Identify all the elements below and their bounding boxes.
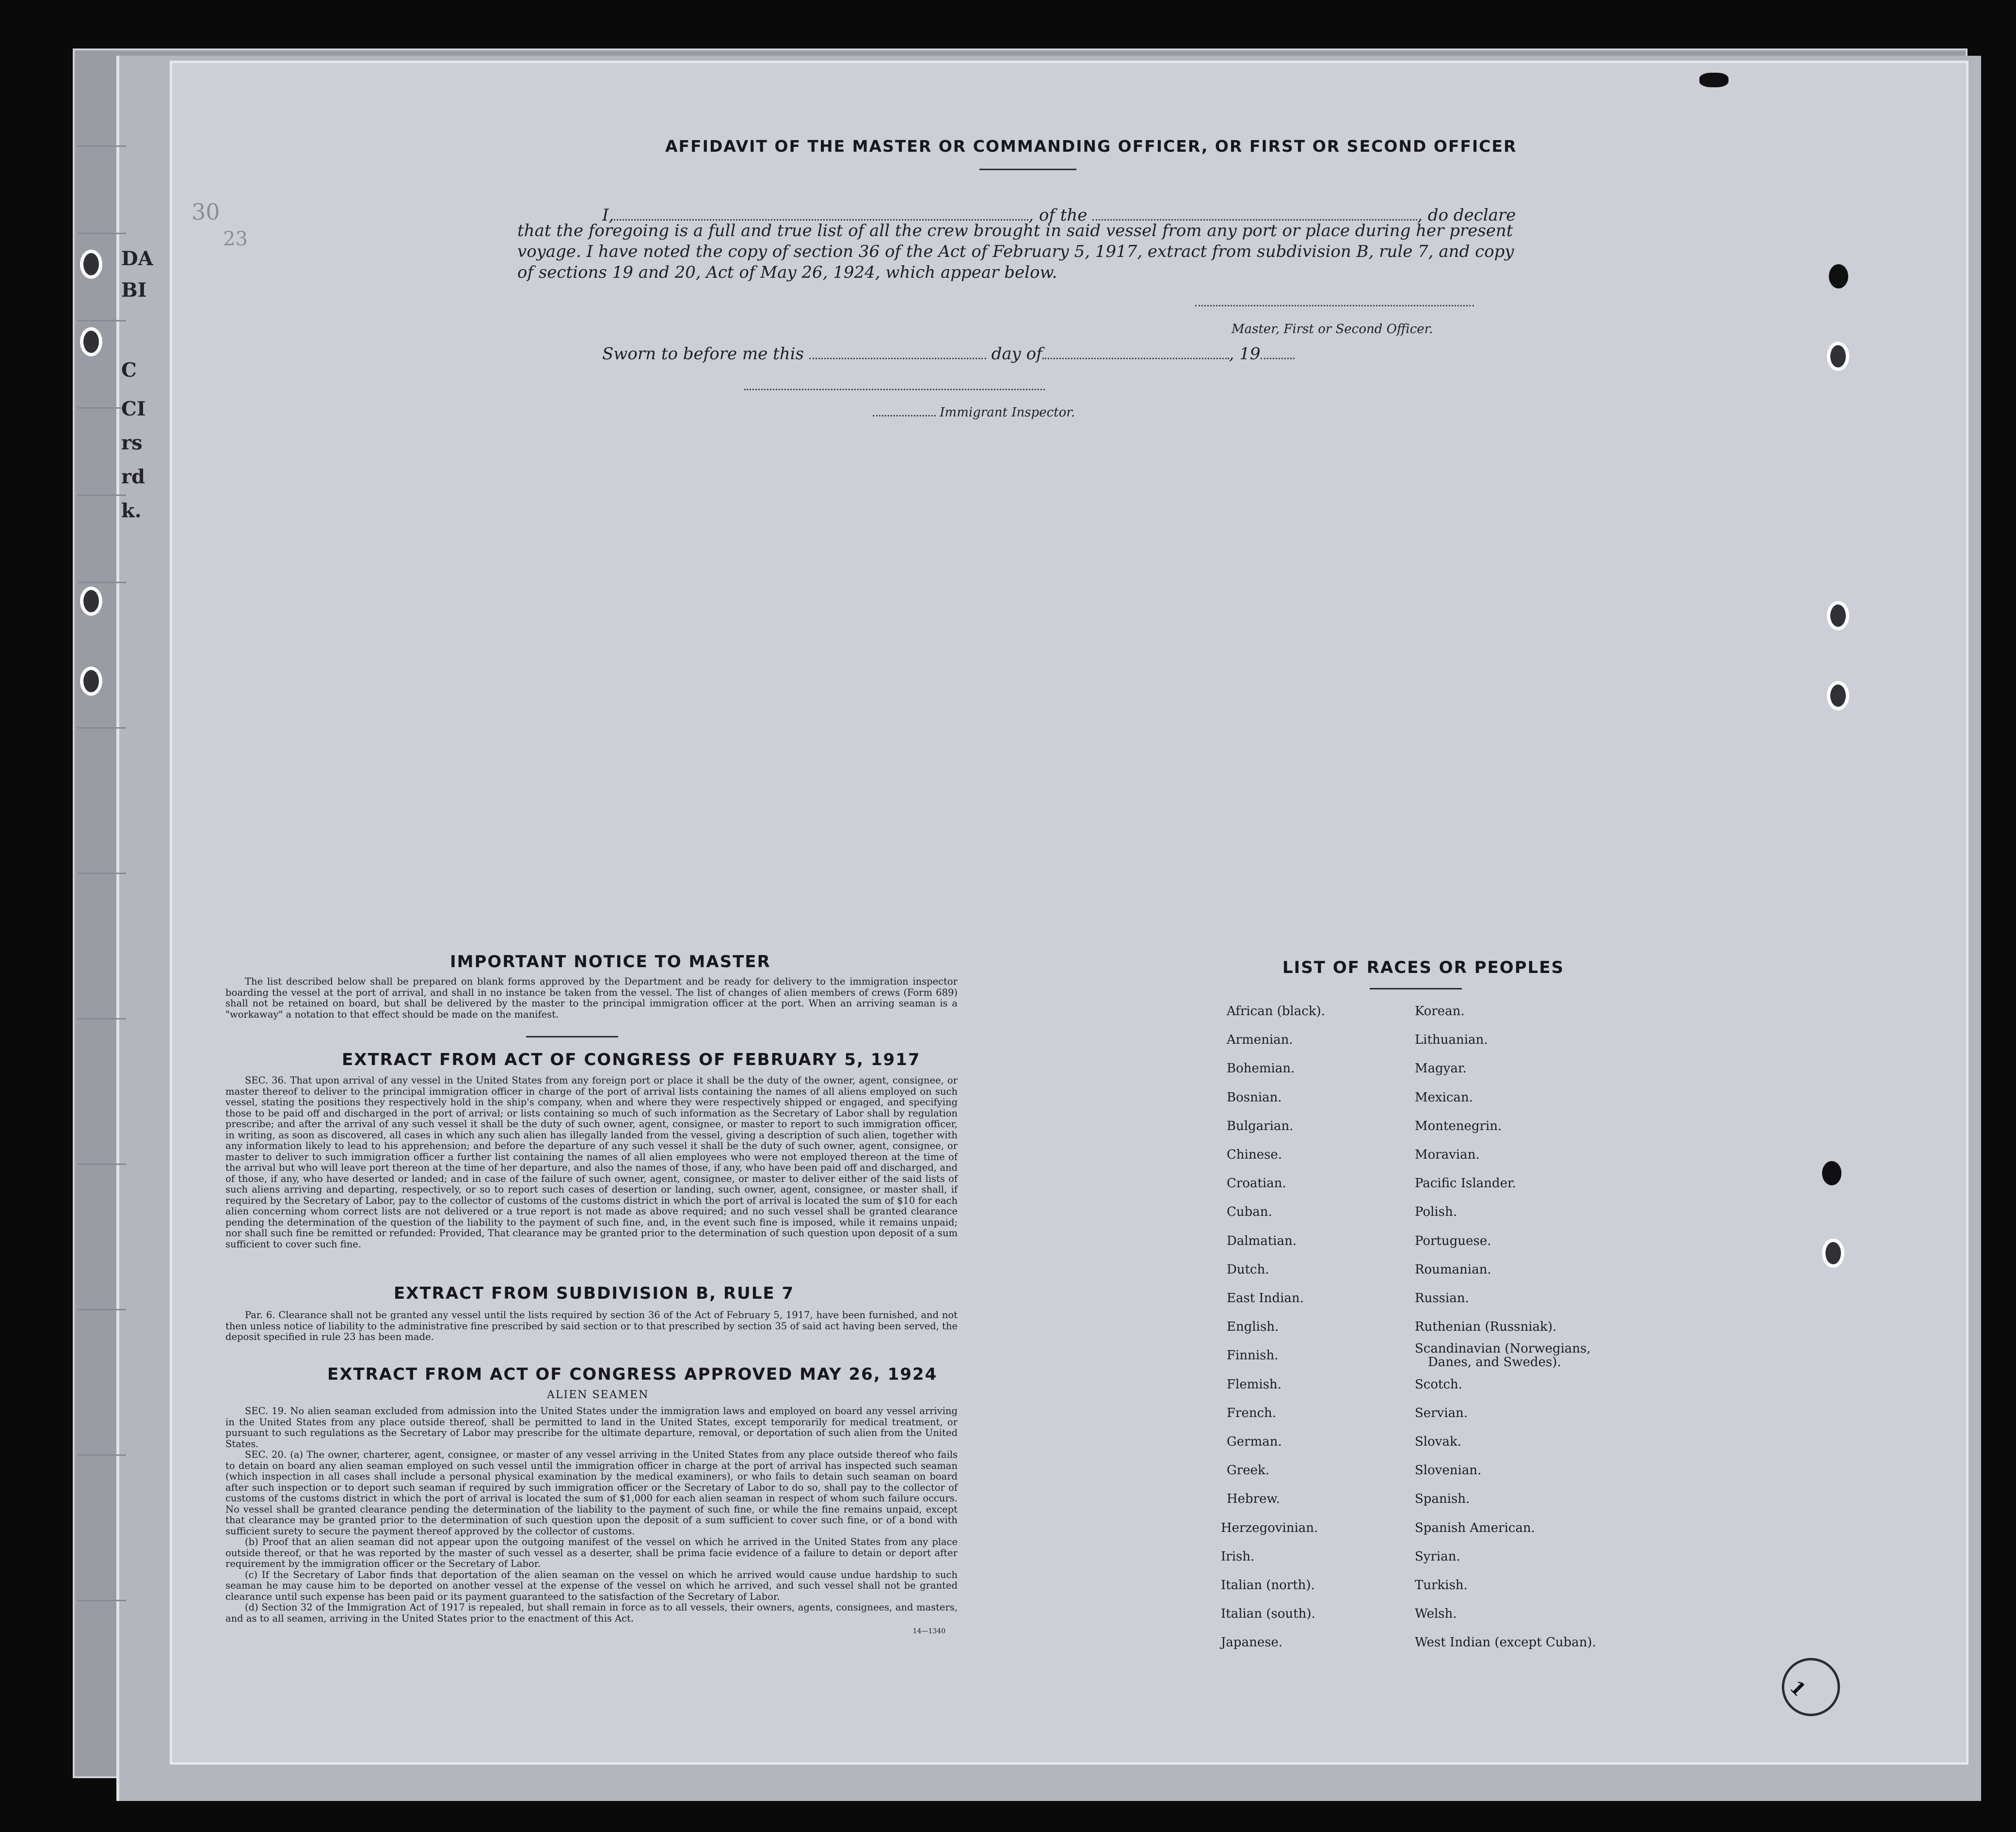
sworn-month-blank[interactable]	[1042, 338, 1229, 359]
sworn-prefix: Sworn to before me this	[602, 344, 804, 364]
affidavit-declare-label: , do declare	[1417, 206, 1516, 225]
race-item: Russian.	[1415, 1291, 1469, 1306]
binder-hole	[80, 327, 102, 356]
race-item: Flemish.	[1227, 1377, 1282, 1392]
extract-1924-title: EXTRACT FROM ACT OF CONGRESS APPROVED MAY 26, 1924	[327, 1365, 938, 1384]
inspector-caption-dots	[873, 408, 936, 416]
race-item: Bulgarian.	[1227, 1119, 1294, 1133]
affidavit-line2: that the foregoing is a full and true list of all the crew brought in said vessel from any port or place during her present	[517, 221, 1513, 240]
punch-mark	[1699, 73, 1728, 87]
form-number: 14—1340	[912, 1627, 945, 1635]
race-item: Magyar.	[1415, 1061, 1467, 1076]
affidavit-line4: of sections 19 and 20, Act of May 26, 1924, which appear below.	[517, 263, 1057, 282]
affidavit-i-label: I,	[602, 206, 614, 225]
race-item: Dutch.	[1227, 1262, 1269, 1277]
sec20d-text: (d) Section 32 of the Immigration Act of 1917 is repealed, but shall remain in force as to all vessels, their owners, agents, consignees, and masters, and as to all seamen, arriving in the United States prior to the enactment of this Act.	[225, 1602, 958, 1624]
extract-1924-body	[225, 1406, 958, 1624]
race-item: African (black).	[1227, 1004, 1326, 1019]
race-item: Cuban.	[1227, 1205, 1272, 1219]
race-item: Montenegrin.	[1415, 1119, 1502, 1133]
stamp-number: 1	[1785, 1676, 1810, 1701]
binder-hole	[80, 667, 102, 696]
binder-hole	[80, 587, 102, 616]
edge-fragment: BI	[121, 279, 147, 302]
race-item: Korean.	[1415, 1004, 1465, 1019]
race-item: Scandinavian (Norwegians,	[1415, 1341, 1591, 1356]
race-item: Slovenian.	[1415, 1463, 1482, 1478]
race-item: English.	[1227, 1320, 1279, 1334]
race-item: Ruthenian (Russniak).	[1415, 1320, 1557, 1334]
races-title: LIST OF RACES OR PEOPLES	[1282, 958, 1565, 977]
edge-fragment: C	[121, 359, 137, 382]
binder-hole	[1829, 264, 1848, 288]
race-item: Armenian.	[1227, 1033, 1293, 1047]
race-item: Turkish.	[1415, 1578, 1468, 1593]
sworn-day-of-label: day of	[991, 344, 1042, 364]
binder-hole	[80, 250, 102, 279]
inspector-caption-text: Immigrant Inspector.	[940, 405, 1075, 420]
race-item: Greek.	[1227, 1463, 1269, 1478]
name-blank[interactable]	[614, 200, 1028, 221]
affidavit-of-the-label: , of the	[1028, 206, 1088, 225]
race-item: Danes, and Swedes).	[1428, 1355, 1561, 1370]
race-item: West Indian (except Cuban).	[1415, 1635, 1596, 1650]
edge-fragment: CI	[121, 398, 146, 420]
sec20c-text: (c) If the Secretary of Labor finds that deportation of the alien seaman on the vessel on which he arrived would cause undue hardship to such seaman he may cause him to be deported on another vessel at the expense of the vessel on which he arrived, and such vessel shall not be granted clearance until such expense has been paid or its payment guaranteed to the satisfaction of the Secretary of Labor.	[225, 1569, 958, 1602]
race-item: Scotch.	[1415, 1377, 1463, 1392]
race-item: Syrian.	[1415, 1549, 1460, 1564]
edge-fragment: rs	[121, 431, 143, 454]
master-signature-caption: Master, First or Second Officer.	[1232, 322, 1433, 336]
left-edge-ledger	[78, 48, 153, 1745]
race-item: Portuguese.	[1415, 1234, 1491, 1248]
notice-text: The list described below shall be prepared on blank forms approved by the Department and be ready for delivery to the immigration inspector boarding the vessel at the port of arrival, and shall in no instance be taken from the vessel. The list of changes of alien members of crews (Form 689) shall not be retained on board, but shall be delivered by the master to the principal immigration officer at the port. When an arriving seaman is a "workaway" a notation to that effect should be made on the manifest.	[225, 976, 958, 1020]
race-item: Spanish.	[1415, 1492, 1470, 1506]
sec19-text: SEC. 19. No alien seaman excluded from admission into the United States under the immigration laws and employed on board any vessel arriving in the United States from any place outside thereof, shall be permitted to land in the United States, except temporarily for medical treatment, or pursuant to such regulations as the Secretary of Labor may prescribe for the ultimate departure, removal, or deportation of such alien from the United States.	[225, 1405, 958, 1450]
bleed-number: 30	[192, 199, 220, 225]
race-item: Herzegovinian.	[1221, 1521, 1318, 1535]
sec20a-text: SEC. 20. (a) The owner, charterer, agent, consignee, or master of any vessel arriving in the United States from any place outside thereof who fails to detain on board any alien seaman employed on such vessel until the immigration officer in charge at the port of arrival has inspected such seaman (which inspection in all cases shall include a personal physical examination by the medical examiners), or who fails to detain such seaman on board after such inspection or to deport such seaman if required by such immigration officer or the Secretary of Labor to do so, shall pay to the collector of customs of the customs district in which the port of arrival is located the sum of $1,000 for each alien seaman in respect of whom such failure occurs. No vessel shall be granted clearance pending the determination of the liability to the payment of such fine, or while the fine remains unpaid, except that clearance may be granted prior to the determination of such question upon the deposit of a sum sufficient to cover such fine, or of a bond with sufficient surety to secure the payment thereof approved by the collector of customs.	[225, 1449, 958, 1537]
race-item: Croatian.	[1227, 1176, 1286, 1191]
inspector-signature-line[interactable]	[744, 383, 1045, 390]
sworn-day-blank[interactable]	[809, 338, 986, 359]
edge-fragment: k.	[121, 499, 142, 522]
race-item: Bosnian.	[1227, 1090, 1282, 1105]
race-item: Polish.	[1415, 1205, 1457, 1219]
race-item: Italian (south).	[1221, 1607, 1315, 1621]
binder-hole	[1822, 1161, 1841, 1185]
edge-fragment: rd	[121, 465, 145, 488]
race-item: Lithuanian.	[1415, 1033, 1488, 1047]
edge-fragment: DA	[121, 247, 153, 270]
notice-rule	[526, 1036, 618, 1037]
race-item: French.	[1227, 1406, 1277, 1420]
sworn-line	[602, 338, 1295, 365]
race-item: East Indian.	[1227, 1291, 1304, 1306]
race-item: Dalmatian.	[1227, 1234, 1297, 1248]
race-item: German.	[1227, 1434, 1282, 1449]
race-item: Mexican.	[1415, 1090, 1473, 1105]
race-item: Servian.	[1415, 1406, 1468, 1420]
page-number-stamp	[1782, 1658, 1840, 1716]
extract-1917-title: EXTRACT FROM ACT OF CONGRESS OF FEBRUARY 5, 1917	[342, 1050, 921, 1069]
binder-hole	[1827, 681, 1849, 710]
race-item: Welsh.	[1415, 1607, 1457, 1621]
race-item: Italian (north).	[1221, 1578, 1315, 1593]
extract-1917-text: SEC. 36. That upon arrival of any vessel in the United States from any foreign port or place it shall be the duty of the owner, agent, consignee, or master thereof to deliver to the principal immigration officer in charge of the port of arrival lists containing the names of all aliens employed on such vessel, stating the positions they respectively hold in the ship's company, when and where they were respectively shipped or engaged, and specifying those to be paid off and discharged in the port of arrival; or lists containing so much of such information as the Secretary of Labor shall by regulation prescribe; and after the arrival of any such vessel it shall be the duty of such owner, agent, consignee, or master to report to such immigration officer, in writing, as soon as discovered, all cases in which any such alien has illegally landed from the vessel, giving a description of such alien, together with any information likely to lead to his apprehension; and before the departure of any such vessel it shall be the duty of such owner, agent, consignee, or master to deliver to such immigration officer a further list containing the names of all alien employees who were not employed thereon at the time of the arrival but who will leave port thereon at the time of her departure, and also the names of those, if any, who have been paid off and discharged, and of those, if any, who have deserted or landed; and in case of the failure of such owner, agent, consignee, or master to deliver either of the said lists of such aliens arriving and departing, respectively, or so to report such cases of desertion or landing, such owner, agent, consignee, or master shall, if required by the Secretary of Labor, pay to the collector of customs of the customs district in which the port of arrival is located the sum of $10 for each alien concerning whom correct lists are not delivered or a true report is not made as above required; and no such vessel shall be granted clearance pending the determination of the question of the liability to the payment of such fine, and, in the event such fine is imposed, while it remains unpaid; nor shall such fine be remitted or refunded: Provided, That clearance may be granted prior to the determination of such question upon deposit of a sum sufficient to cover such fine.	[225, 1075, 958, 1250]
bleed-number: 23	[223, 228, 248, 250]
rule7-title: EXTRACT FROM SUBDIVISION B, RULE 7	[394, 1284, 795, 1303]
inspector-caption	[873, 402, 1075, 423]
race-item: Finnish.	[1227, 1348, 1279, 1363]
race-item: Pacific Islander.	[1415, 1176, 1516, 1191]
race-item: Chinese.	[1227, 1147, 1282, 1162]
race-item: Japanese.	[1221, 1635, 1283, 1650]
sec20b-text: (b) Proof that an alien seaman did not appear upon the outgoing manifest of the vessel on which he arrived in the United States from any place outside thereof, or that he was reported by the master of such vessel as a deserter, shall be prima facie evidence of a failure to detain or deport after requirement by the immigration officer or the Secretary of Labor.	[225, 1536, 958, 1569]
vessel-blank[interactable]	[1092, 200, 1417, 221]
race-item: Hebrew.	[1227, 1492, 1280, 1506]
alien-seamen-subtitle: ALIEN SEAMEN	[547, 1389, 649, 1401]
sworn-year-blank[interactable]	[1261, 338, 1295, 359]
binder-hole	[1822, 1239, 1844, 1268]
race-item: Spanish American.	[1415, 1521, 1536, 1535]
rule7-text: Par. 6. Clearance shall not be granted any vessel until the lists required by section 36 of the Act of February 5, 1917, have been furnished, and not then unless notice of liability to the administrative fine prescribed by said section or to that prescribed by section 35 of said act having been served, the deposit specified in rule 23 has been made.	[225, 1309, 958, 1342]
notice-body	[225, 976, 958, 1020]
race-item: Irish.	[1221, 1549, 1255, 1564]
race-item: Bohemian.	[1227, 1061, 1295, 1076]
race-item: Moravian.	[1415, 1147, 1480, 1162]
title-rule	[979, 169, 1076, 170]
affidavit-title: AFFIDAVIT OF THE MASTER OR COMMANDING OFFICER, OR FIRST OR SECOND OFFICER	[665, 137, 1517, 156]
rule7-body	[225, 1310, 958, 1343]
notice-title: IMPORTANT NOTICE TO MASTER	[450, 952, 771, 972]
affidavit-line3: voyage. I have noted the copy of section 36 of the Act of February 5, 1917, extract from subdivision B, rule 7, and copy	[517, 242, 1514, 261]
sworn-year-label: , 19	[1229, 344, 1261, 364]
master-signature-line[interactable]	[1195, 299, 1474, 306]
extract-1917-body	[225, 1075, 958, 1250]
race-item: Roumanian.	[1415, 1262, 1491, 1277]
race-item: Slovak.	[1415, 1434, 1461, 1449]
races-rule	[1370, 988, 1462, 989]
binder-hole	[1827, 601, 1849, 630]
binder-hole	[1827, 342, 1849, 371]
